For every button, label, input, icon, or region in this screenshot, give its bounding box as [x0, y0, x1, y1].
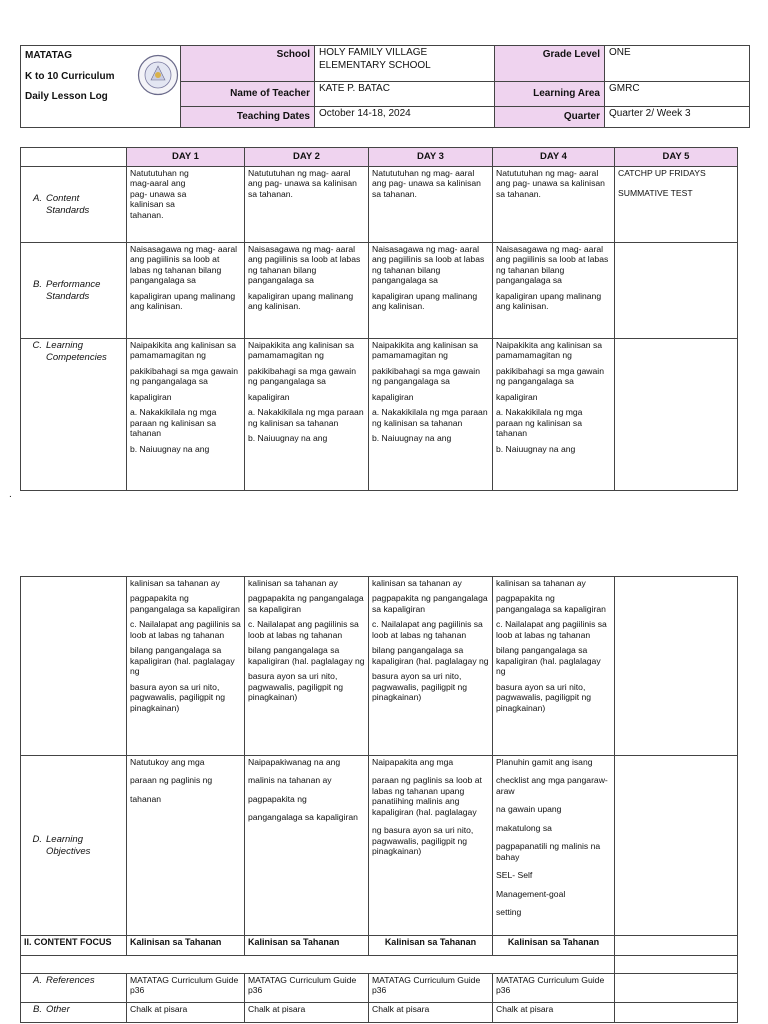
day-2-header: DAY 2: [245, 148, 369, 167]
day-5-header: DAY 5: [615, 148, 738, 167]
cell-text: Naipakikita ang kalinisan sa pamamamagitan ng: [496, 340, 603, 361]
grade-label: Grade Level: [495, 46, 605, 82]
cell-text: kalinisan sa tahanan ay: [496, 578, 586, 588]
row-other: [21, 1003, 738, 1023]
corner-cell: [21, 148, 127, 167]
references-day5: [615, 974, 738, 1003]
cell-text: Naipakikita ang kalinisan sa pamamamagitan ng: [372, 340, 479, 361]
cell-text: kapaligiran upang malinang ang kalinisan.: [372, 290, 478, 312]
cell-text: kapaligiran upang malinang ang kalinisan.: [130, 290, 236, 312]
deped-seal-icon: [137, 54, 179, 96]
spacer-cell-day5: [615, 956, 738, 974]
cell-text: tahanan: [130, 793, 162, 804]
cell-text: ng basura ayon sa uri nito, pagwawalis, pagiligpit ng pinagkainan): [372, 825, 474, 857]
content-focus-day2: Kalinisan sa Tahanan: [245, 936, 369, 956]
cell-text: paraan ng paglinis ng: [130, 775, 213, 786]
school-label: School: [181, 46, 315, 82]
cell-text: na gawain upang: [496, 804, 562, 815]
performance-standards-day3: [369, 243, 493, 339]
cell-text: Natututuhan ng mag- aaral ang pag- unawa sa kalinisan sa tahanan.: [496, 168, 605, 199]
dates-label: Teaching Dates: [181, 106, 315, 127]
cell-text: setting: [496, 907, 522, 918]
objectives-day4: [493, 756, 615, 936]
brand-line-1: MATATAG: [25, 50, 73, 61]
other-label: [21, 1003, 127, 1023]
cell-text: a. Nakakikilala ng mga paraan ng kalinisan sa tahanan: [496, 407, 583, 439]
cell-text: pakikibahagi sa mga gawain ng pangangalaga sa: [372, 365, 480, 387]
cell-text: pangangalaga sa kapaligiran: [248, 812, 358, 823]
cell-text: c. Nailalapat ang pagiilinis sa loob at labas ng tahanan: [130, 619, 241, 640]
area-value: GMRC: [605, 82, 750, 106]
content-focus-day4: Kalinisan sa Tahanan: [493, 936, 615, 956]
cell-text: malinis na tahanan ay: [248, 775, 332, 786]
other-day1: Chalk at pisara: [127, 1003, 245, 1023]
cell-text: kapaligiran upang malinang ang kalinisan.: [248, 290, 354, 312]
row-letter: A.: [33, 975, 42, 986]
performance-standards-day2: [245, 243, 369, 339]
day-4-header: DAY 4: [493, 148, 615, 167]
cell-text: b. Naiuugnay na ang: [372, 433, 452, 444]
cell-text: Management-goal: [496, 888, 566, 899]
row-label: Content Standards: [46, 192, 90, 216]
quarter-value: Quarter 2/ Week 3: [605, 106, 750, 127]
cell-text: kapaligiran: [496, 391, 538, 402]
references-label: [21, 974, 127, 1003]
cell-text: bilang pangangalaga sa kapaligiran (hal. paglalagay ng: [372, 645, 489, 666]
grade-value: ONE: [605, 46, 750, 82]
row-learning-objectives: [21, 756, 738, 936]
cell-text: kalinisan sa tahanan ay: [130, 578, 220, 588]
cell-text: pagpapakita ng pangangalaga sa kapaligiran: [248, 593, 364, 614]
cell-text: pakikibahagi sa mga gawain ng pangangalaga sa: [130, 365, 238, 387]
cell-text: pakikibahagi sa mga gawain ng pangangalaga sa: [496, 365, 604, 387]
cell-text: SUMMATIVE TEST: [618, 188, 693, 199]
continued-day2: [245, 577, 369, 756]
objectives-day5: [615, 756, 738, 936]
cell-text: Naisasagawa ng mag- aaral ang pagiilinis sa loob at labas ng tahanan bilang pangangalaga sa: [130, 244, 238, 286]
row-letter: A.: [33, 192, 42, 204]
content-standards-day5: [615, 167, 738, 243]
day-3-header: DAY 3: [369, 148, 493, 167]
cell-text: b. Naiuugnay na ang: [496, 443, 576, 454]
cell-text: kalinisan sa tahanan ay: [372, 578, 462, 588]
cell-text: pagpapakita ng: [248, 793, 307, 804]
learning-competencies-day5: [615, 339, 738, 491]
other-day5: [615, 1003, 738, 1023]
references-day1: MATATAG Curriculum Guide p36: [127, 974, 245, 1003]
continued-day3: [369, 577, 493, 756]
cell-text: Natutukoy ang mga: [130, 757, 205, 767]
dates-value: October 14-18, 2024: [315, 106, 495, 127]
learning-competencies-label: [21, 339, 127, 491]
content-standards-label: [21, 167, 127, 243]
content-standards-day2: [245, 167, 369, 243]
stray-period: .: [9, 489, 12, 500]
other-day2: Chalk at pisara: [245, 1003, 369, 1023]
row-content-standards: [21, 167, 738, 243]
cell-text: a. Nakakikilala ng mga paraan ng kalinisan sa tahanan: [372, 407, 488, 428]
cell-text: CATCHP UP FRIDAYS: [618, 168, 706, 178]
row-spacer: [21, 956, 738, 974]
cell-text: kapaligiran: [248, 391, 290, 402]
teacher-value: KATE P. BATAC: [315, 82, 495, 106]
cell-text: Planuhin gamit ang isang: [496, 757, 593, 767]
content-focus-day1: Kalinisan sa Tahanan: [127, 936, 245, 956]
learning-competencies-day2: [245, 339, 369, 491]
objectives-day1: [127, 756, 245, 936]
teacher-label: Name of Teacher: [181, 82, 315, 106]
cell-text: pagpapanatili ng malinis na bahay: [496, 841, 601, 862]
row-learning-competencies: [21, 339, 738, 491]
content-focus-day3: Kalinisan sa Tahanan: [369, 936, 493, 956]
cell-text: Natututuhan ng mag-aaral ang pag- unawa sa kalinisan sa tahanan.: [130, 168, 189, 220]
performance-standards-day1: [127, 243, 245, 339]
cell-text: bilang pangangalaga sa kapaligiran (hal. paglalagay ng: [248, 645, 365, 666]
row-letter: C.: [32, 340, 42, 351]
continued-day1: [127, 577, 245, 756]
row-performance-standards: [21, 243, 738, 339]
cell-text: kapaligiran: [130, 391, 172, 402]
cell-text: paraan ng paglinis sa loob at labas ng tahanan upang panatiihing malinis ang kapaligiran (hal. paglalagay: [372, 775, 482, 817]
continued-day5: [615, 577, 738, 756]
cell-text: a. Nakakikilala ng mga paraan ng kalinisan sa tahanan: [130, 407, 217, 439]
cell-text: c. Nailalapat ang pagiilinis sa loob at labas ng tahanan: [496, 619, 607, 640]
other-day3: Chalk at pisara: [369, 1003, 493, 1023]
cell-text: Naisasagawa ng mag- aaral ang pagiilinis sa loob at labas ng tahanan bilang pangangalaga sa: [496, 244, 609, 286]
cell-text: Naisasagawa ng mag- aaral ang pagiilinis sa loob at labas ng tahanan bilang pangangalaga sa: [248, 244, 361, 286]
cell-text: basura ayon sa uri nito, pagwawalis, pagiligpit ng pinagkainan): [496, 681, 592, 713]
other-day4: Chalk at pisara: [493, 1003, 615, 1023]
school-value: HOLY FAMILY VILLAGE ELEMENTARY SCHOOL: [315, 46, 495, 82]
objectives-day3: [369, 756, 493, 936]
day-1-header: DAY 1: [127, 148, 245, 167]
row-label: Learning Competencies: [46, 340, 107, 363]
learning-objectives-label: [21, 756, 127, 936]
references-day4: MATATAG Curriculum Guide p36: [493, 974, 615, 1003]
row-label: Learning Objectives: [46, 833, 91, 857]
cell-text: basura ayon sa uri nito, pagwawalis, pagiligpit ng pinagkainan): [248, 671, 344, 703]
cell-text: Naipakikita ang kalinisan sa pamamamagitan ng: [248, 340, 355, 361]
cell-text: pagpapakita ng pangangalaga sa kapaligiran: [496, 593, 606, 614]
content-standards-day4: [493, 167, 615, 243]
content-standards-day3: [369, 167, 493, 243]
row-label: Performance Standards: [46, 278, 101, 302]
learning-competencies-day1: [127, 339, 245, 491]
cell-text: c. Nailalapat ang pagiilinis sa loob at labas ng tahanan: [248, 619, 359, 640]
cell-text: a. Nakakikilala ng mga paraan ng kalinisan sa tahanan: [248, 407, 364, 428]
area-label: Learning Area: [495, 82, 605, 106]
quarter-label: Quarter: [495, 106, 605, 127]
cell-text: Naipapakiwanag na ang: [248, 757, 341, 767]
cell-text: checklist ang mga pangaraw-araw: [496, 775, 608, 796]
cell-text: bilang pangangalaga sa kapaligiran (hal. paglalagay ng: [130, 645, 235, 677]
cell-text: bilang pangangalaga sa kapaligiran (hal. paglalagay ng: [496, 645, 601, 677]
cell-text: Naipakikita ang kalinisan sa pamamamagitan ng: [130, 340, 237, 361]
cell-text: basura ayon sa uri nito, pagwawalis, pagiligpit ng pinagkainan): [130, 681, 226, 713]
cell-text: pagpapakita ng pangangalaga sa kapaligiran: [130, 593, 240, 614]
row-label: References: [46, 975, 95, 986]
row-letter: B.: [33, 278, 42, 290]
content-focus-label: II. CONTENT FOCUS: [21, 936, 127, 956]
header-table: [20, 45, 750, 128]
cell-text: kapaligiran upang malinang ang kalinisan.: [496, 290, 602, 312]
performance-standards-day4: [493, 243, 615, 339]
cell-text: Natututuhan ng mag- aaral ang pag- unawa sa kalinisan sa tahanan.: [372, 168, 481, 199]
row-competencies-continued: [21, 577, 738, 756]
cell-text: makatulong sa: [496, 822, 552, 833]
cell-text: Naipapakita ang mga: [372, 757, 454, 767]
cell-text: SEL- Self: [496, 870, 533, 881]
cell-text: Natututuhan ng mag- aaral ang pag- unawa sa kalinisan sa tahanan.: [248, 168, 357, 199]
performance-standards-day5: [615, 243, 738, 339]
performance-standards-label: [21, 243, 127, 339]
cell-text: pakikibahagi sa mga gawain ng pangangalaga sa: [248, 365, 356, 387]
continued-label-cell: [21, 577, 127, 756]
brand-line-2: K to 10 Curriculum: [25, 70, 115, 82]
cell-text: c. Nailalapat ang pagiilinis sa loob at labas ng tahanan: [372, 619, 483, 640]
lesson-table-part2: [20, 576, 738, 1023]
content-focus-day5: [615, 936, 738, 956]
cell-text: kalinisan sa tahanan ay: [248, 578, 338, 588]
continued-day4: [493, 577, 615, 756]
row-letter: D.: [32, 833, 42, 845]
references-day3: MATATAG Curriculum Guide p36: [369, 974, 493, 1003]
cell-text: pagpapakita ng pangangalaga sa kapaligiran: [372, 593, 488, 614]
cell-text: basura ayon sa uri nito, pagwawalis, pagiligpit ng pinagkainan): [372, 671, 468, 703]
lesson-table-part1: [20, 147, 738, 491]
content-standards-day1: [127, 167, 245, 243]
row-references: [21, 974, 738, 1003]
row-label: Other: [46, 1004, 70, 1015]
cell-text: b. Naiuugnay na ang: [130, 443, 210, 454]
row-letter: B.: [33, 1004, 42, 1015]
cell-text: b. Naiuugnay na ang: [248, 433, 328, 444]
objectives-day2: [245, 756, 369, 936]
cell-text: kapaligiran: [372, 391, 414, 402]
brand-line-3: Daily Lesson Log: [25, 91, 108, 102]
learning-competencies-day4: [493, 339, 615, 491]
learning-competencies-day3: [369, 339, 493, 491]
row-content-focus: [21, 936, 738, 956]
references-day2: MATATAG Curriculum Guide p36: [245, 974, 369, 1003]
cell-text: Naisasagawa ng mag- aaral ang pagiilinis sa loob at labas ng tahanan bilang pangangalaga sa: [372, 244, 485, 286]
spacer-cell: [21, 956, 615, 974]
